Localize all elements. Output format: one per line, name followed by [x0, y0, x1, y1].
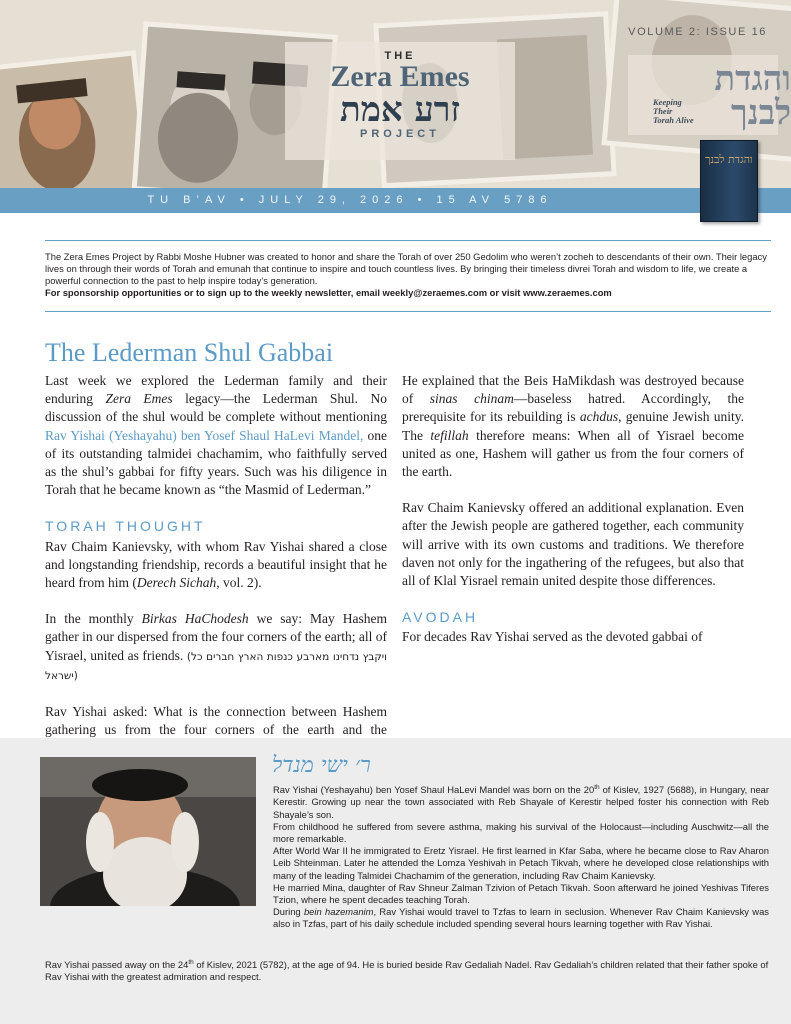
brand-title: Zera Emes — [330, 60, 470, 93]
brand-project: PROJECT — [360, 128, 440, 140]
book-cover-image — [700, 140, 758, 222]
portrait-image — [40, 757, 256, 906]
brand-logo — [300, 50, 500, 140]
book-tagline-line: Their — [653, 106, 673, 116]
bio-paragraph: From childhood he suffered from severe asthma, making his survival of the Holocaust—including Auschwitz—all the more remarkable. — [273, 820, 769, 844]
brand-the: THE — [384, 50, 416, 62]
book-tagline-line: Keeping — [653, 97, 682, 107]
article-paragraph: In the monthly Birkas HaChodesh we say: May Hashem gather in our dispersed from the four corners of the earth; all of Yisrael, united as friends. (ויקבץ נדחינו מארבע כנפות הארץ חברים כל ישראל) — [45, 611, 388, 682]
bio-paragraph: He married Mina, daughter of Rav Shneur Zalman Tzivion of Petach Tikvah. Soon afterward he joined Yeshivas Tiferes Tzion, where he spent decades teaching Torah. — [273, 881, 769, 905]
intro-text: The Zera Emes Project by Rabbi Moshe Hubner was created to honor and share the Torah of over 250 Gedolim who weren’t zocheh to descendants of their own. Their legacy lives on through their words of Torah and emunah that continue to inspire and touch countless lives. By bringing their timeless divrei Torah and wisdom to life, we create a powerful connection to the past to help inspire today’s generation. — [45, 251, 767, 286]
date-band — [0, 188, 791, 213]
book-hebrew-title: והגדת לבנך — [714, 59, 791, 133]
dateline: TU B’AV • JULY 29, 2026 • 15 AV 5786 — [147, 194, 553, 206]
bio-paragraph: After World War II he immigrated to Eretz Yisrael. He first learned in Kfar Saba, where he became close to Rav Aharon Leib Shteinman. Later he attended the Lomza Yeshivah in Petach Tikvah, where he developed close relationships with many of the leading Talmidei Chachamim of the generation, including Rav Chaim Kanievsky. — [273, 845, 769, 881]
hebrew-quote: (ויקבץ נדחינו מארבע כנפות הארץ חברים כל ישראל) — [45, 650, 388, 682]
section-heading-avodah: AVODAH — [402, 609, 479, 626]
article-column-right — [402, 372, 744, 665]
article-paragraph: For decades Rav Yishai served as the devoted gabbai of — [402, 629, 703, 645]
portrait-photo — [40, 757, 256, 906]
intro-blurb — [45, 251, 771, 299]
article-title: The Lederman Shul Gabbai — [45, 338, 334, 367]
article-paragraph: Rav Chaim Kanievsky offered an additional explanation. Even after the Jewish people are gathered together, each community will arrive with its own customs and traditions. We therefore daven not only for the ingathering of the refugees, but also that all of Klal Yisrael remain united despite those differences. — [402, 500, 744, 589]
article-paragraph: Rav Yishai asked: What is the connection between Hashem gathering us from the four corners of the earth and the — [45, 704, 387, 738]
brand-hebrew: זרע אמת — [340, 90, 460, 130]
article-paragraph: Rav Chaim Kanievsky, with whom Rav Yishai shared a close and longstanding friendship, records a beautiful insight that he heard from him (Derech Sichah, vol. 2). — [45, 538, 387, 591]
bio-hebrew-name: ר׳ ישי מנדל — [272, 753, 371, 778]
article-paragraph: He explained that the Beis HaMikdash was destroyed because of sinas chinam—baseless hatred. Accordingly, the prerequisite for its rebuilding is achdus, genuine Jewish unity. The tefillah therefore means: When all of Yisrael become united as one, Hashem will gather us from the four corners of the earth. — [402, 373, 745, 480]
book-cover-title: והגדת לבנך — [705, 153, 753, 166]
masthead — [0, 0, 791, 188]
bio-paragraph-final: Rav Yishai passed away on the 24th of Kislev, 2021 (5782), at the age of 94. He is buried beside Rav Gedaliah Nadel. Rav Gedaliah’s children related that their father spoke of Rav Yishai with the greatest admiration and respect. — [45, 959, 769, 983]
divider — [45, 240, 771, 241]
intro-contact: For sponsorship opportunities or to sign up to the weekly newsletter, email weekly@zeraemes.com or visit www.zeraemes.com — [45, 287, 612, 298]
volume-issue: VOLUME 2: ISSUE 16 — [628, 26, 767, 38]
article-paragraph: Last week we explored the Lederman family and their enduring Zera Emes legacy—the Lederman Shul. No discussion of the shul would be complete without mentioning Rav Yishai (Yeshayahu) ben Yosef Shaul HaLevi Mandel, one of its outstanding talmidei chachamim, who faithfully served as the shul’s gabbai for fifty years. Such was his diligence in Torah that he became known as “the Masmid of Lederman.” — [45, 373, 387, 498]
highlighted-name: Rav Yishai (Yeshayahu) ben Yosef Shaul HaLevi Mandel, — [45, 427, 364, 443]
bio-paragraph: During bein hazemanim, Rav Yishai would travel to Tzfas to learn in seclusion. Whenever Rav Chaim Kanievsky was also in Tzfas, part of his daily schedule included spending several hours learning together with Rav Yishai. — [273, 906, 769, 930]
bio-paragraph: Rav Yishai (Yeshayahu) ben Yosef Shaul HaLevi Mandel was born on the 20th of Kislev, 1927 (5688), in Hungary, near Kerestir. Growing up near the town associated with Reb Shayale of Kerestir helped foster his connection with Reb Shayale’s son. — [273, 784, 769, 820]
bio-text — [273, 782, 769, 931]
article-column-left — [45, 372, 387, 776]
book-tagline — [653, 98, 694, 125]
section-heading-torah-thought: TORAH THOUGHT — [45, 518, 206, 535]
divider — [45, 311, 771, 312]
book-tagline-line: Torah Alive — [653, 115, 694, 125]
